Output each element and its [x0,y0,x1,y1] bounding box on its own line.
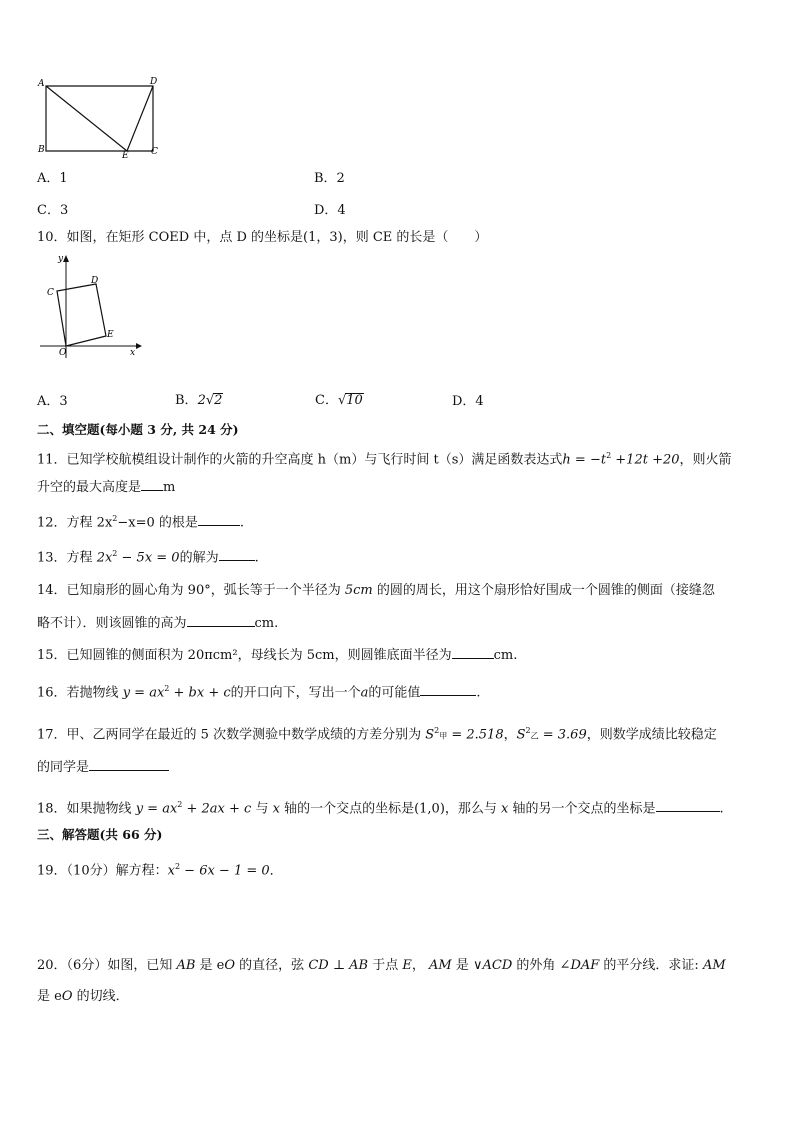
q9-option-c: C．3 [37,203,69,218]
q14-line-1 [37,582,715,600]
q16-answer-blank[interactable] [420,683,476,696]
q20-daf: DAF [570,958,600,973]
q16-var-a: a [360,685,369,701]
q12-answer-blank[interactable] [198,513,240,526]
q11-text-a: 11．已知学校航模组设计制作的火箭的升空高度 h（m）与飞行时间 t（s）满足函数表达式 [37,452,563,468]
q17-s2-value: = 3.69 [538,727,587,743]
section-3-heading: 三、解答题(共 66 分) [37,827,163,842]
q18-point: (1,0) [414,801,445,817]
q9-figure [36,74,166,160]
q20-am: AM [429,958,452,973]
q19-text-a: 19．（10分）解方程： [37,863,168,879]
q17-text-a: 17．甲、乙两同学在最近的 5 次数学测验中数学成绩的方差分别为 [37,727,426,743]
q10-label-O: O [59,348,67,358]
q9-label-D: D [150,77,158,87]
q18-answer-blank[interactable] [656,799,720,812]
q18-line [37,796,724,818]
q16-line [37,680,481,702]
q10-label-C: C [47,288,54,298]
q20-text-g: 的外角 ∠ [512,958,571,973]
q20-cd-perp-ab: CD ⊥ AB [308,958,369,973]
q20-text-i: 是 e [37,989,62,1004]
q20-o: O [224,958,236,973]
q12-text-c: . [239,515,245,531]
q12-text-b: −x=0 的根是 [117,515,198,531]
q19-line [37,858,283,880]
q10-option-a: A．3 [37,394,68,409]
q14-line-2 [37,614,278,633]
q14-radius: 5cm [344,583,373,598]
q10-option-b [175,389,223,408]
q17-text-b: ，则数学成绩比较稳定 [586,727,717,743]
q10-option-c-sqrt-sign: √ [337,393,347,408]
q17-text-c: 的同学是 [37,760,90,775]
q10-option-d: D．4 [452,394,484,409]
q11-line-2 [37,478,175,497]
q10-option-c [315,389,364,408]
q17-s1: S [425,727,435,743]
q10-label-D: D [91,276,99,286]
q11-formula-rhs-b: +12t +20 [611,452,680,468]
q18-eq-b: + 2ax + c [182,801,252,817]
q16-eq-a: y = ax [122,685,165,701]
q14-unit: cm. [254,616,279,631]
q9-label-B: B [38,145,45,155]
q9-label-E: E [122,151,129,160]
q11-answer-blank[interactable] [141,478,163,491]
q17-s1-value: = 2.518 [447,727,504,743]
q20-am-2: AM [702,958,726,973]
q15-text-a: 15．已知圆锥的侧面积为 20πcm²，母线长为 5cm，则圆锥底面半径为 [37,648,452,663]
q12-exponent: 2 [112,514,118,523]
q19-exponent: 2 [174,862,181,871]
q10-y-arrow [63,255,69,262]
q16-text-b: 的开口向下，写出一个 [230,685,361,701]
q11-formula-lhs: h [562,452,571,468]
q12-line [37,510,244,532]
q9-label-A: A [38,79,45,89]
q11-text-c: 升空的最大高度是 [37,480,142,495]
q20-text-b: 是 e [195,958,225,973]
q10-rectangle [57,284,106,346]
q9-rectangle [46,86,153,151]
q20-text-a: 20．（6分）如图，已知 [37,958,177,973]
q18-eq-a: y = ax [135,801,178,817]
q20-o-2: O [61,989,73,1004]
q15-unit: cm. [493,648,518,663]
q10-figure [36,251,146,361]
q10-option-b-prefix: B． [175,393,198,408]
q18-text-d: ，那么与 [444,801,502,817]
q11-formula-rhs-a: = −t [570,452,607,468]
q9-label-C: C [151,147,158,157]
q18-text-f: . [719,801,724,817]
q14-answer-blank[interactable] [187,614,255,627]
q20-ab: AB [176,958,196,973]
q20-e: E [402,958,412,973]
q10-label-E: E [107,330,114,340]
q13-exponent: 2 [112,549,118,558]
q10-question: 10．如图，在矩形 COED 中，点 D 的坐标是(1，3)，则 CE 的长是（ ） [37,230,488,245]
q19-eq-b: − 6x − 1 = 0 [180,863,270,879]
q18-text-c: 轴的一个交点的坐标是 [279,801,415,817]
q11-line-1 [37,447,732,469]
q17-line-2 [37,758,169,777]
q20-text-d: 于点 [368,958,403,973]
q17-line-1 [37,722,717,745]
q18-text-b: 与 [251,801,273,817]
q10-option-c-prefix: C． [315,393,338,408]
q19-text-b: ． [269,863,283,879]
q14-text-b: 的圆的周长，用这个扇形恰好围成一个圆锥的侧面（接缝忽 [372,583,715,598]
q14-text-a: 14．已知扇形的圆心角为 90°，弧长等于一个半径为 [37,583,345,598]
q17-s2: S [516,727,526,743]
q14-text-c: 略不计）．则该圆锥的高为 [37,616,187,631]
q20-line-1 [37,957,726,975]
section-2-heading: 二、填空题(每小题 3 分, 共 24 分) [37,422,239,437]
q20-acd: ACD [482,958,513,973]
q10-x-arrow [136,343,142,349]
q15-line [37,646,517,665]
q20-text-f: 是 ∨ [451,958,483,973]
q9-option-b: B．2 [314,171,345,186]
q18-var-x2: x [501,801,509,817]
q11-unit: m [163,480,176,495]
q10-option-b-sqrt-sign: √ [205,393,215,408]
q18-var-x: x [272,801,280,817]
q9-option-a: A．1 [37,171,68,186]
q17-s1-exp: 2 [434,726,440,735]
q17-s2-sub: 乙 [530,731,539,741]
q13-line [37,545,259,567]
q17-answer-blank[interactable] [89,758,169,771]
q17-s1-sub: 甲 [439,731,448,741]
q9-segment-AE [46,86,127,151]
q18-text-e: 轴的另一个交点的坐标是 [508,801,656,817]
q19-eq-a: x [167,863,175,879]
q9-segment-DE [127,86,153,151]
q15-answer-blank[interactable] [452,646,494,659]
q13-eq-a: 2x [96,550,113,566]
q10-option-b-coef: 2 [197,393,206,408]
q11-exponent: 2 [606,451,612,460]
q10-option-b-radicand: 2 [214,393,223,408]
q10-label-y: y [58,254,64,264]
q18-exponent: 2 [177,800,183,809]
q18-text-a: 18．如果抛物线 [37,801,136,817]
q20-text-c: 的直径，弦 [235,958,309,973]
q17-sep: ， [503,727,517,743]
q20-text-e: ， [411,958,430,973]
q16-text-d: . [476,685,481,701]
q13-text-c: . [254,550,259,566]
q17-s2-exp: 2 [525,726,531,735]
q20-text-h: 的平分线．求证: [599,958,703,973]
q20-text-j: 的切线． [72,989,129,1004]
q13-text-a: 13．方程 [37,550,97,566]
q9-option-d: D．4 [314,203,346,218]
q13-text-b: 的解为 [179,550,219,566]
q10-label-x: x [130,348,136,358]
q10-option-c-radicand: 10 [346,393,363,408]
q16-text-a: 16．若抛物线 [37,685,123,701]
q16-eq-b: + bx + c [169,685,231,701]
q11-text-b: ，则火箭 [679,452,732,468]
q13-answer-blank[interactable] [219,548,255,561]
q20-line-2 [37,988,129,1006]
q12-text-a: 12．方程 2x [37,515,113,531]
q16-exponent: 2 [164,684,170,693]
q13-eq-b: − 5x = 0 [117,550,180,566]
q16-text-c: 的可能值 [368,685,421,701]
